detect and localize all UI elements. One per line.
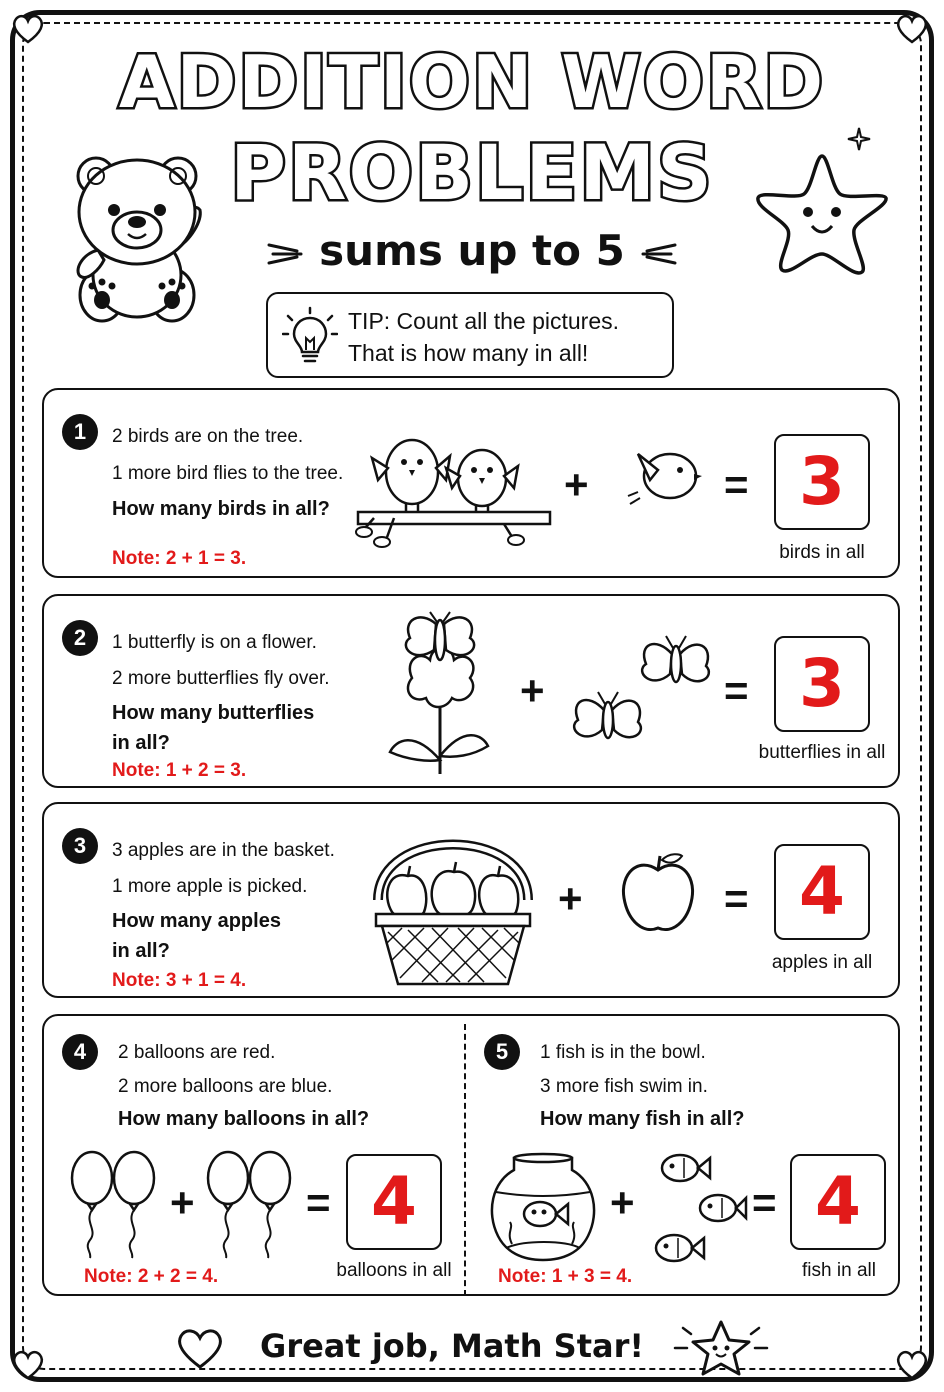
three-fish-icon [644, 1146, 748, 1270]
page-title-line2: PROBLEMS [230, 128, 714, 217]
problem-number: 2 [62, 620, 98, 656]
answer-unit: birds in all [779, 542, 865, 563]
balloon-icon [68, 1148, 160, 1260]
problem-question-a: How many apples [112, 910, 281, 932]
equals-sign: = [724, 461, 749, 508]
tip-line2: That is how many in all! [348, 340, 589, 366]
problem-question-b: in all? [112, 940, 170, 962]
answer-unit: butterflies in all [758, 742, 886, 763]
problem-line2: 3 more fish swim in. [540, 1076, 708, 1097]
footer [0, 1318, 944, 1378]
plus-sign: + [558, 875, 583, 922]
problem-line1: 3 apples are in the basket. [112, 840, 335, 861]
plus-sign: + [520, 667, 545, 714]
answer-box: 3 [774, 636, 870, 732]
problem-line1: 2 birds are on the tree. [112, 426, 304, 447]
problem-line1: 1 butterfly is on a flower. [112, 632, 317, 653]
answer-unit: balloons in all [336, 1260, 452, 1281]
problem-card-3 [42, 802, 900, 998]
answer-box: 4 [774, 844, 870, 940]
tip-box [266, 292, 674, 378]
plus-sign: + [610, 1179, 635, 1226]
sparkle-icon [846, 126, 872, 152]
answer-box: 4 [790, 1154, 886, 1250]
problem-note: Note: 2 + 1 = 3. [112, 548, 247, 569]
problem-number: 3 [62, 828, 98, 864]
footer-text: Great job, Math Star! [260, 1327, 644, 1365]
flower-with-butterfly-icon [384, 610, 494, 776]
equals-sign: = [752, 1179, 777, 1226]
motion-lines-icon [639, 239, 679, 269]
problem-question: How many fish in all? [540, 1108, 745, 1130]
fishbowl-icon [484, 1152, 602, 1264]
problem-line2: 1 more bird flies to the tree. [112, 463, 344, 484]
equals-sign: = [724, 875, 749, 922]
page-title-line1: ADDITION WORD [118, 40, 826, 124]
smiling-star-icon [671, 1318, 771, 1378]
equals-sign: = [724, 667, 749, 714]
problem-line1: 1 fish is in the bowl. [540, 1042, 706, 1063]
problem-question-b: in all? [112, 732, 170, 754]
answer-box: 4 [346, 1154, 442, 1250]
problem-card-2 [42, 594, 900, 788]
apple-basket-icon [368, 816, 538, 992]
apple-icon [618, 850, 698, 936]
problem-number: 1 [62, 414, 98, 450]
birds-on-branch-icon [354, 428, 554, 548]
problem-card-1 [42, 388, 900, 578]
problem-note: Note: 1 + 2 = 3. [112, 760, 247, 781]
answer-unit: apples in all [771, 952, 873, 973]
tip-line1: TIP: Count all the pictures. [348, 308, 620, 334]
problem-card-4-5 [42, 1014, 900, 1296]
heart-icon [173, 1325, 227, 1371]
problem-number: 4 [62, 1034, 98, 1070]
plus-sign: + [170, 1179, 195, 1226]
problem-question-a: How many butterflies [112, 702, 315, 724]
subtitle-text: sums up to 5 [319, 226, 625, 275]
bird-icon [624, 440, 704, 510]
motion-lines-icon [265, 239, 305, 269]
problem-line2: 1 more apple is picked. [112, 876, 308, 897]
problem-question: How many balloons in all? [118, 1108, 370, 1130]
subtitle [0, 226, 944, 275]
problem-note: Note: 2 + 2 = 4. [84, 1266, 219, 1287]
problem-number: 5 [484, 1034, 520, 1070]
two-butterflies-icon [568, 624, 718, 754]
problem-note: Note: 1 + 3 = 4. [498, 1266, 633, 1287]
equals-sign: = [306, 1179, 331, 1226]
problem-note: Note: 3 + 1 = 4. [112, 970, 247, 991]
answer-box: 3 [774, 434, 870, 530]
balloon-icon [204, 1148, 296, 1260]
problem-line2: 2 more balloons are blue. [118, 1076, 333, 1097]
problem-line2: 2 more butterflies fly over. [112, 668, 330, 689]
dashed-divider [464, 1024, 466, 1296]
answer-unit: fish in all [802, 1260, 876, 1281]
lightbulb-icon [282, 306, 338, 366]
plus-sign: + [564, 461, 589, 508]
problem-question: How many birds in all? [112, 498, 330, 520]
problem-line1: 2 balloons are red. [118, 1042, 276, 1063]
